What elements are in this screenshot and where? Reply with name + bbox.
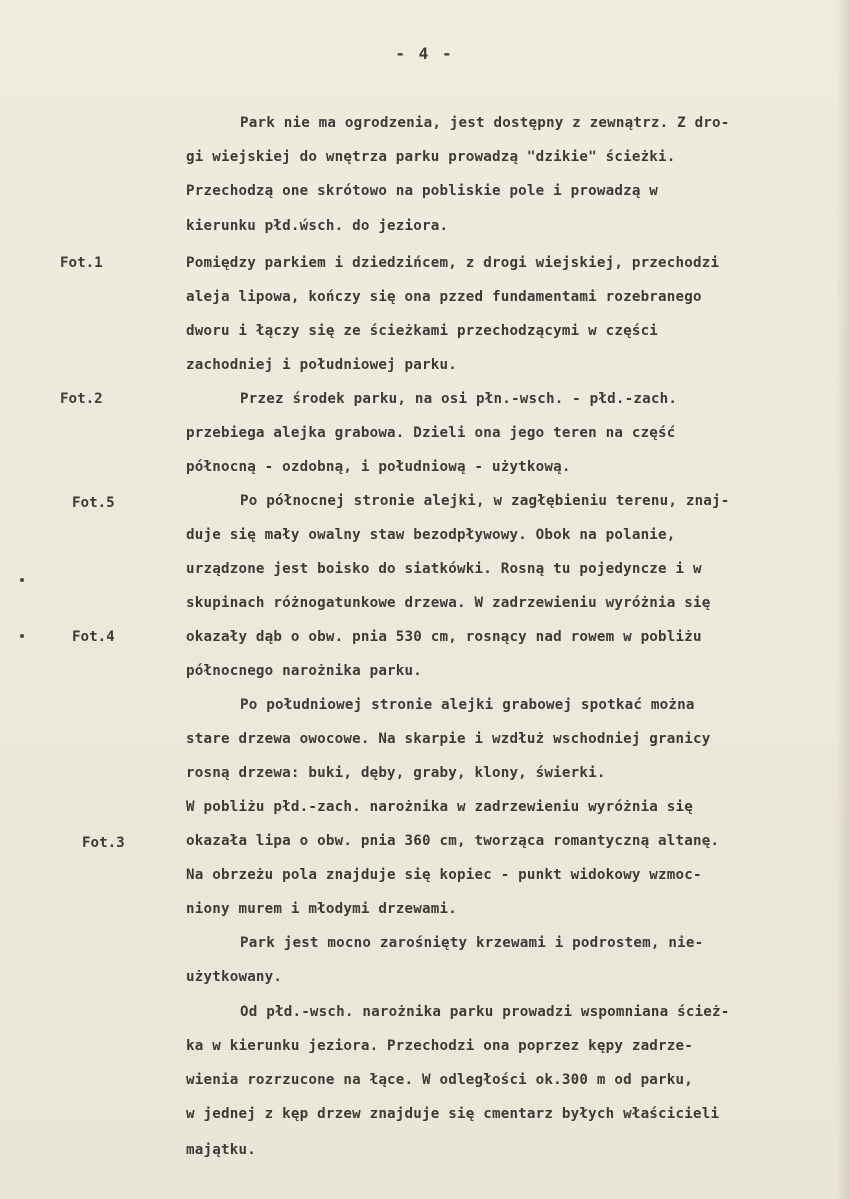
text-line: północną - ozdobną, i południową - użytkową. bbox=[186, 459, 571, 475]
page-number: - 4 - bbox=[395, 44, 454, 63]
text-line: użytkowany. bbox=[186, 969, 283, 985]
text-line: okazała lipa o obw. pnia 360 cm, tworząca romantyczną altanę. bbox=[186, 833, 720, 849]
margin-dot bbox=[20, 634, 24, 638]
text-line: duje się mały owalny staw bezodpływowy. Obok na polanie, bbox=[186, 527, 676, 543]
text-line: Przechodzą one skrótowo na pobliskie pole i prowadzą w bbox=[186, 183, 659, 199]
text-line: północnego narożnika parku. bbox=[186, 663, 423, 679]
text-line: W pobliżu płd.-zach. narożnika w zadrzewieniu wyróżnia się bbox=[186, 799, 694, 815]
text-line: wienia rozrzucone na łące. W odległości ok.300 m od parku, bbox=[186, 1072, 694, 1088]
margin-ref-fot-5: Fot.5 bbox=[72, 495, 115, 511]
text-line: skupinach różnogatunkowe drzewa. W zadrzewieniu wyróżnia się bbox=[186, 595, 711, 611]
text-line: Przez środek parku, na osi płn.-wsch. - płd.-zach. bbox=[240, 391, 678, 407]
margin-ref-fot-3: Fot.3 bbox=[82, 835, 125, 851]
text-line: Na obrzeżu pola znajduje się kopiec - punkt widokowy wzmoc- bbox=[186, 867, 702, 883]
text-line: okazały dąb o obw. pnia 530 cm, rosnący nad rowem w pobliżu bbox=[186, 629, 702, 645]
page-edge-shadow bbox=[835, 0, 849, 1199]
margin-ref-fot-1: Fot.1 bbox=[60, 255, 103, 271]
text-line: Park jest mocno zarośnięty krzewami i podrostem, nie- bbox=[240, 935, 704, 951]
text-line: w jednej z kęp drzew znajduje się cmentarz byłych właścicieli bbox=[186, 1106, 720, 1122]
text-line: Park nie ma ogrodzenia, jest dostępny z zewnątrz. Z dro- bbox=[240, 115, 730, 131]
margin-ref-fot-2: Fot.2 bbox=[60, 391, 103, 407]
text-line: Po północnej stronie alejki, w zagłębieniu terenu, znaj- bbox=[240, 493, 730, 509]
text-line: gi wiejskiej do wnętrza parku prowadzą "dzikie" ścieżki. bbox=[186, 149, 676, 165]
text-line: rosną drzewa: buki, dęby, graby, klony, świerki. bbox=[186, 765, 606, 781]
text-line: stare drzewa owocowe. Na skarpie i wzdłuż wschodniej granicy bbox=[186, 731, 711, 747]
text-line: Pomiędzy parkiem i dziedzińcem, z drogi wiejskiej, przechodzi bbox=[186, 255, 720, 271]
text-line: aleja lipowa, kończy się ona pzzed fundamentami rozebranego bbox=[186, 289, 702, 305]
margin-dot bbox=[20, 578, 24, 582]
text-line: majątku. bbox=[186, 1142, 256, 1158]
text-line: Po południowej stronie alejki grabowej spotkać można bbox=[240, 697, 695, 713]
text-line: Od płd.-wsch. narożnika parku prowadzi wspomniana ścież- bbox=[240, 1004, 730, 1020]
text-line: ka w kierunku jeziora. Przechodzi ona poprzez kępy zadrze- bbox=[186, 1038, 694, 1054]
text-line: kierunku płd.ẃsch. do jeziora. bbox=[186, 218, 449, 234]
text-line: zachodniej i południowej parku. bbox=[186, 357, 457, 373]
text-line: urządzone jest boisko do siatkówki. Rosną tu pojedyncze i w bbox=[186, 561, 702, 577]
text-line: przebiega alejka grabowa. Dzieli ona jego teren na część bbox=[186, 425, 676, 441]
text-line: dworu i łączy się ze ścieżkami przechodzącymi w części bbox=[186, 323, 659, 339]
text-line: niony murem i młodymi drzewami. bbox=[186, 901, 457, 917]
margin-ref-fot-4: Fot.4 bbox=[72, 629, 115, 645]
